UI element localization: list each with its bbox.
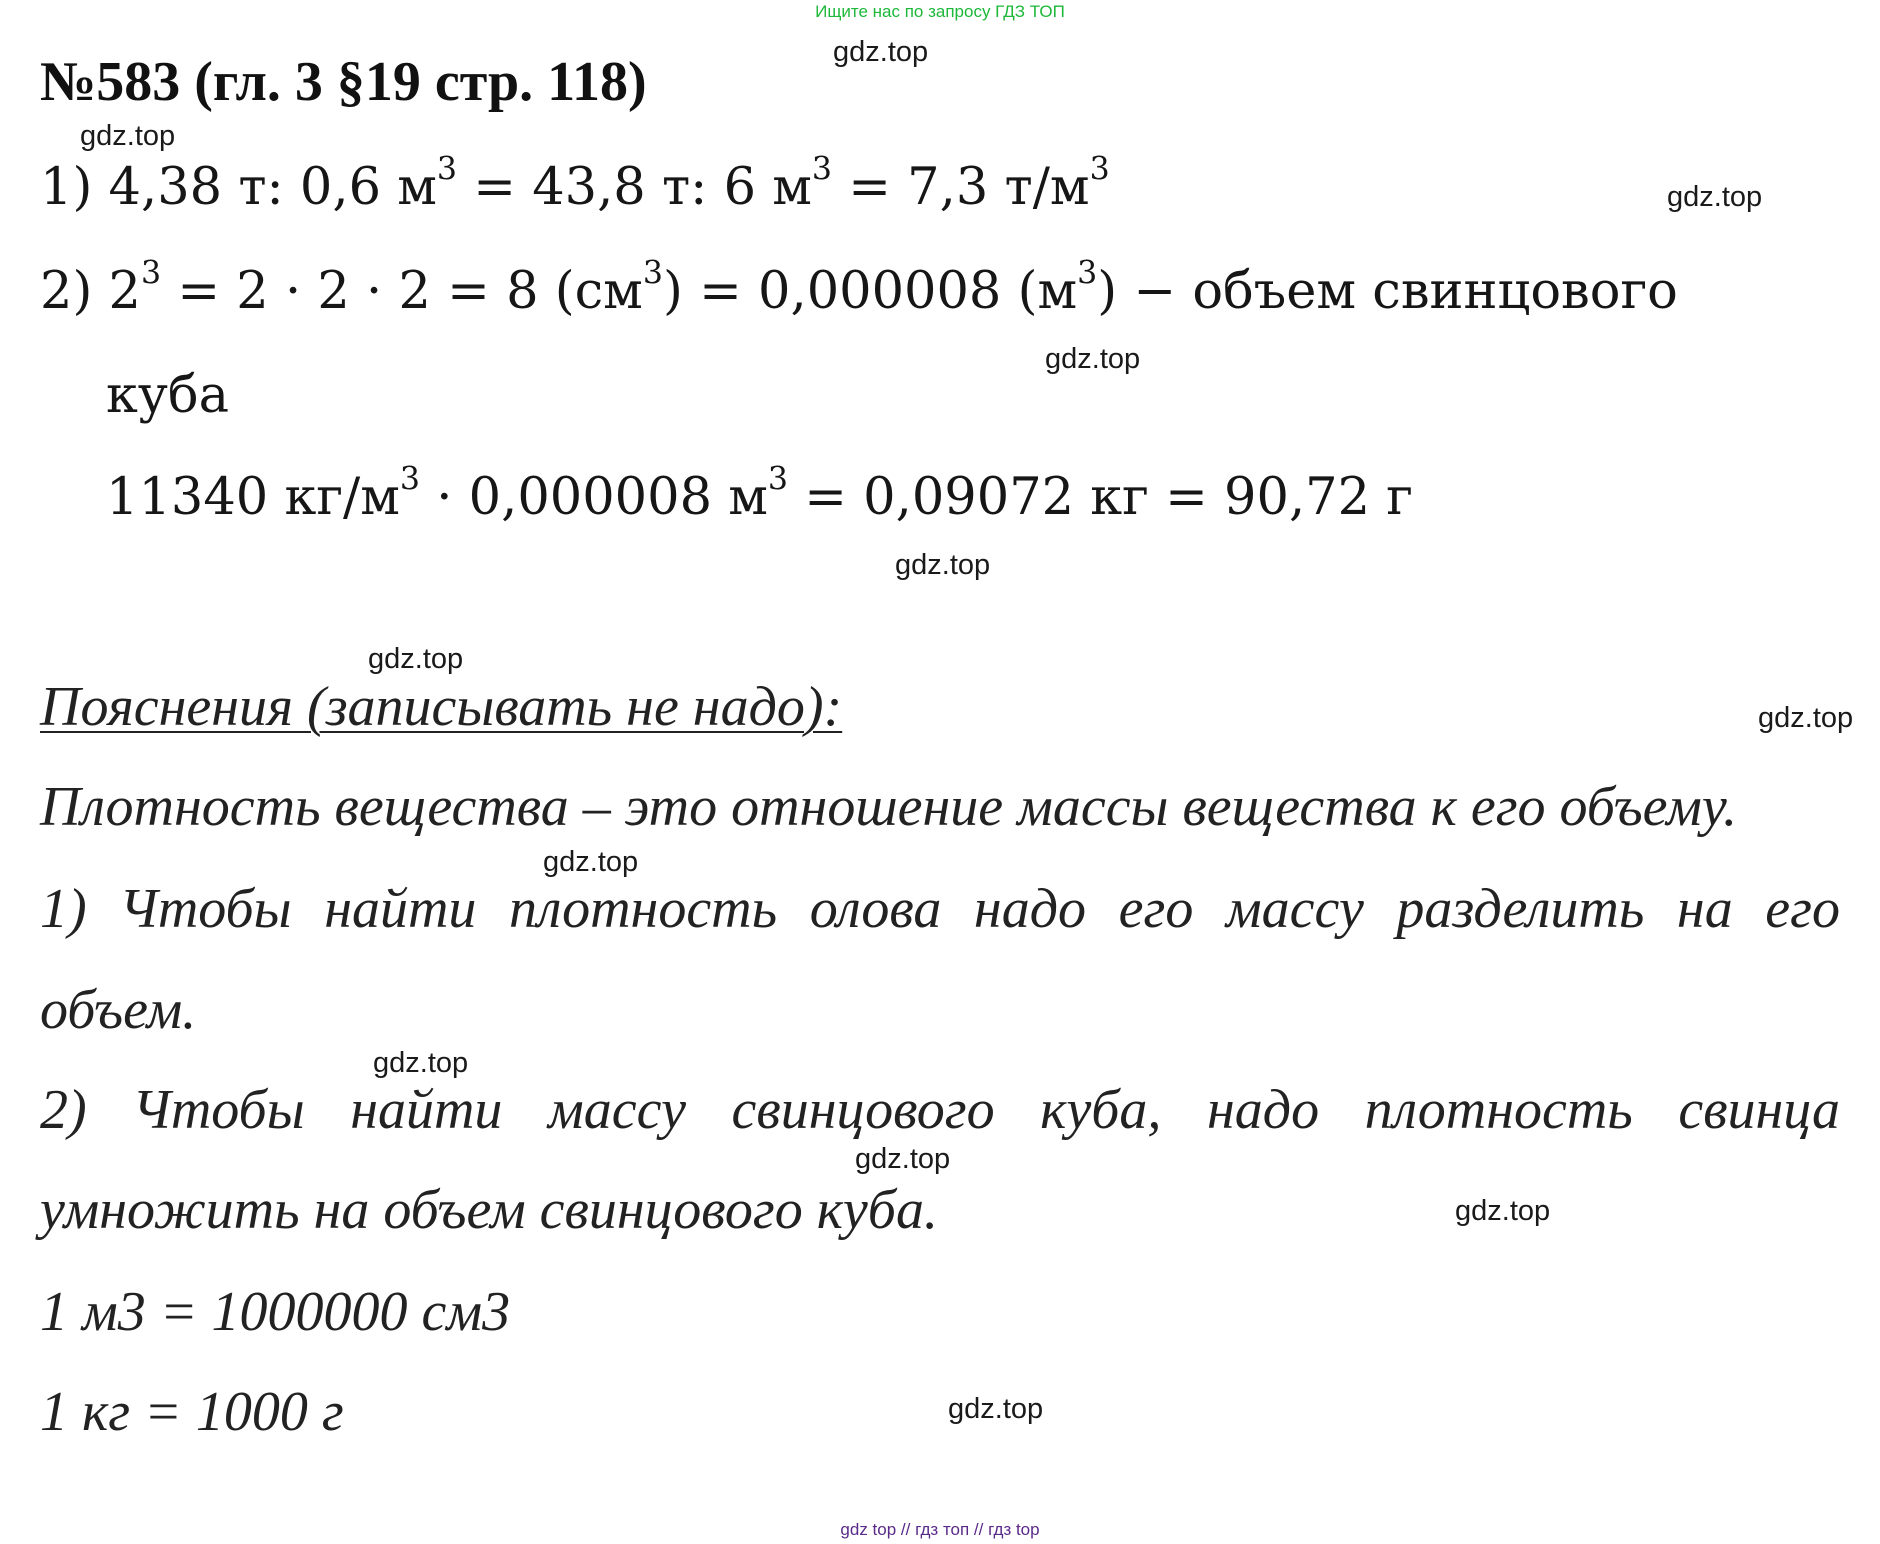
step-2-text-continuation: умножить на объем свинцового куба. bbox=[40, 1179, 938, 1241]
watermark: gdz.top bbox=[373, 1047, 469, 1079]
explanation-heading: Пояснения (записывать не надо): bbox=[40, 676, 843, 738]
watermark: gdz.top bbox=[1667, 181, 1763, 213]
solution-line-2: 2) $2^3 = 2 \cdot 2 \cdot 2 = 8$ $(см^3) = 0,000008$ $(м^3)$ − объем свинцового bbox=[40, 255, 1678, 321]
search-hint-banner: Ищите нас по запросу ГДЗ ТОП bbox=[815, 2, 1065, 21]
exercise-title: №583 (гл. 3 §19 стр. 118) bbox=[40, 51, 647, 113]
step-1-text-continuation: объем. bbox=[40, 979, 197, 1041]
watermark: gdz.top bbox=[1045, 343, 1141, 375]
footer-watermark: gdz top // гдз топ // гдз top bbox=[840, 1520, 1040, 1539]
watermark: gdz.top bbox=[368, 643, 464, 675]
watermark: gdz.top bbox=[1455, 1195, 1551, 1227]
solution-line-3: 11340 $кг/м^3 \cdot 0,000008$ $м^3 = 0,09072$ кг = 90,72 г bbox=[106, 461, 1413, 527]
solution-line-2-continuation: куба bbox=[106, 366, 229, 425]
step-2-text: 2) Чтобы найти массу свинцового куба, надо плотность свинца bbox=[40, 1079, 1840, 1141]
watermark: gdz.top bbox=[948, 1393, 1044, 1425]
watermark: gdz.top bbox=[895, 549, 991, 581]
step-1-text: 1) Чтобы найти плотность олова надо его массу разделить на его bbox=[40, 878, 1840, 940]
solution-line-1: 1) 4,38 т: 0,6 $м^3 = 43,8$ т: 6 $м^3 = 7,3$ $т/м^3$ bbox=[40, 151, 1110, 217]
watermark: gdz.top bbox=[1758, 702, 1854, 734]
volume-conversion: 1 м3 = 1000000 см3 bbox=[40, 1281, 511, 1343]
mass-conversion: 1 кг = 1000 г bbox=[40, 1381, 344, 1443]
watermark: gdz.top bbox=[543, 846, 639, 878]
watermark: gdz.top bbox=[833, 36, 929, 68]
watermark: gdz.top bbox=[80, 120, 176, 152]
watermark: gdz.top bbox=[855, 1143, 951, 1175]
density-definition: Плотность вещества – это отношение массы вещества к его объему. bbox=[40, 776, 1738, 838]
